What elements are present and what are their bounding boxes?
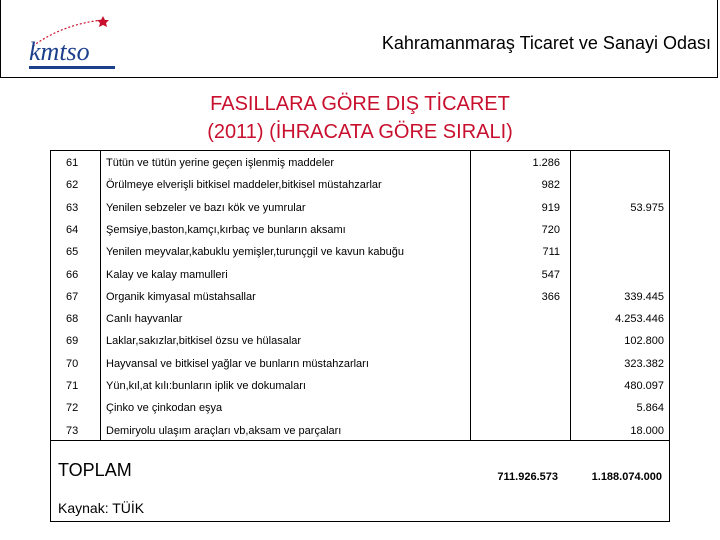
row-description: Laklar,sakızlar,bitkisel özsu ve hülasalar bbox=[106, 335, 302, 348]
total-value-secondary: 1.188.074.000 bbox=[591, 471, 662, 483]
row-code: 62 bbox=[66, 179, 79, 192]
row-value-secondary: 102.800 bbox=[624, 335, 664, 348]
row-description: Hayvansal ve bitkisel yağlar ve bunların müstahzarları bbox=[106, 357, 369, 370]
table-row bbox=[50, 152, 670, 174]
row-value-2011: 720 bbox=[541, 223, 560, 236]
table-row bbox=[50, 264, 670, 286]
row-description: Kalay ve kalay mamulleri bbox=[106, 268, 228, 281]
svg-text:kmtso: kmtso bbox=[29, 37, 90, 66]
row-code: 63 bbox=[66, 201, 79, 214]
row-value-secondary: 53.975 bbox=[630, 201, 664, 214]
row-value-secondary: 5.864 bbox=[636, 402, 664, 415]
row-code: 67 bbox=[66, 290, 79, 303]
total-label: TOPLAM bbox=[58, 460, 132, 480]
row-value-2011: 547 bbox=[541, 268, 560, 281]
row-code: 73 bbox=[66, 424, 79, 437]
row-code: 72 bbox=[66, 402, 79, 415]
table-row bbox=[50, 197, 670, 219]
row-value-2011: 1.286 bbox=[532, 157, 560, 169]
row-code: 70 bbox=[66, 357, 79, 370]
table-row bbox=[50, 330, 670, 352]
row-value-secondary: 339.445 bbox=[624, 290, 664, 303]
row-value-2011: 982 bbox=[541, 179, 560, 192]
row-description: Demiryolu ulaşım araçları vb,aksam ve parçaları bbox=[106, 424, 342, 437]
row-code: 66 bbox=[66, 268, 79, 281]
row-description: Yenilen meyvalar,kabuklu yemişler,turunçgil ve kavun kabuğu bbox=[106, 246, 404, 259]
row-value-secondary: 18.000 bbox=[630, 424, 664, 437]
table-row bbox=[50, 174, 670, 196]
page-title bbox=[100, 90, 620, 146]
table-row bbox=[50, 375, 670, 397]
row-value-2011: 711 bbox=[542, 246, 560, 259]
table-row bbox=[50, 397, 670, 419]
total-value-2011: 711.926.573 bbox=[497, 471, 558, 483]
table-divider bbox=[50, 440, 670, 441]
title-line-1: FASILLARA GÖRE DIŞ TİCARET bbox=[210, 93, 510, 115]
row-description: Şemsiye,baston,kamçı,kırbaç ve bunların aksamı bbox=[106, 223, 346, 236]
row-description: Canlı hayvanlar bbox=[106, 313, 183, 326]
row-value-2011: 366 bbox=[541, 290, 560, 303]
table-row bbox=[50, 219, 670, 241]
row-code: 61 bbox=[66, 157, 79, 169]
row-code: 65 bbox=[66, 246, 79, 259]
row-description: Yenilen sebzeler ve bazı kök ve yumrular bbox=[106, 201, 306, 214]
row-code: 68 bbox=[66, 313, 79, 326]
table-row bbox=[50, 308, 670, 330]
table-row bbox=[50, 241, 670, 263]
row-description: Yün,kıl,at kılı:bunların iplik ve dokumaları bbox=[106, 380, 306, 392]
title-line-2: (2011) (İHRACATA GÖRE SIRALI) bbox=[207, 121, 513, 143]
table-row bbox=[50, 420, 670, 442]
row-code: 64 bbox=[66, 223, 79, 236]
row-description: Tütün ve tütün yerine geçen işlenmiş maddeler bbox=[106, 157, 335, 169]
row-description: Çinko ve çinkodan eşya bbox=[106, 402, 223, 415]
row-code: 69 bbox=[66, 335, 79, 348]
header-banner bbox=[0, 0, 718, 78]
table-row bbox=[50, 353, 670, 375]
source-note: Kaynak: TÜİK bbox=[58, 500, 145, 516]
row-value-secondary: 480.097 bbox=[624, 380, 664, 392]
row-code: 71 bbox=[66, 380, 79, 392]
row-description: Örülmeye elverişli bitkisel maddeler,bitkisel müstahzarlar bbox=[106, 179, 382, 192]
row-value-secondary: 323.382 bbox=[624, 357, 664, 370]
row-value-secondary: 4.253.446 bbox=[615, 313, 664, 326]
kmtso-logo bbox=[23, 14, 123, 74]
row-value-2011: 919 bbox=[541, 201, 560, 214]
organization-name: Kahramanmaraş Ticaret ve Sanayi Odası bbox=[381, 33, 711, 53]
row-description: Organik kimyasal müstahsallar bbox=[106, 290, 256, 303]
table-row bbox=[50, 286, 670, 308]
